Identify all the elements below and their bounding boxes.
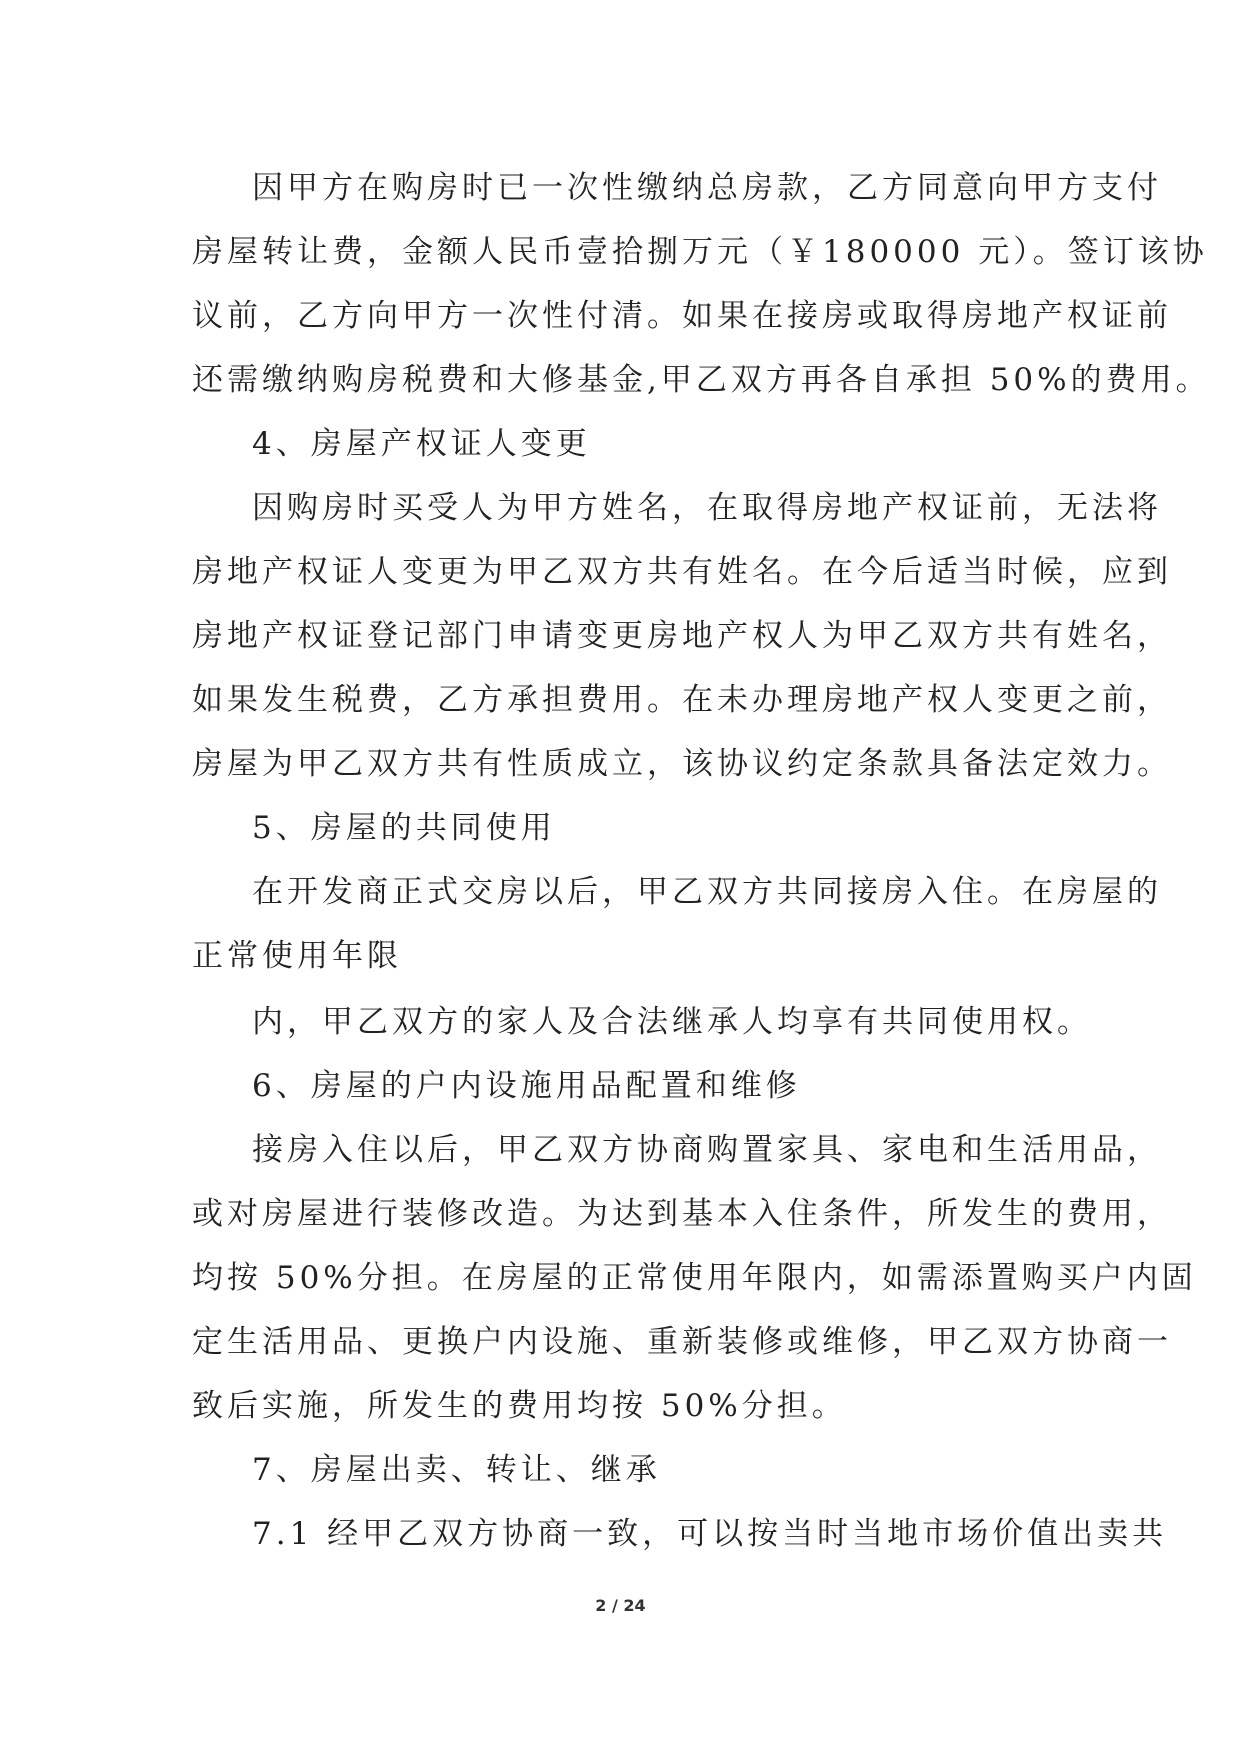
text-line: 均按 50%分担。在房屋的正常使用年限内，如需添置购买户内固 — [192, 1260, 1197, 1296]
text-line: 房地产权证登记部门申请变更房地产权人为甲乙双方共有姓名， — [192, 618, 1172, 654]
text-line: 定生活用品、更换户内设施、重新装修或维修，甲乙双方协商一 — [192, 1324, 1172, 1360]
text-line: 因购房时买受人为甲方姓名，在取得房地产权证前，无法将 — [252, 490, 1162, 526]
text-line: 在开发商正式交房以后，甲乙双方共同接房入住。在房屋的 — [252, 874, 1162, 910]
text-line: 内，甲乙双方的家人及合法继承人均享有共同使用权。 — [252, 1004, 1092, 1040]
text-line: 致后实施，所发生的费用均按 50%分担。 — [192, 1388, 847, 1424]
text-line: 7.1 经甲乙双方协商一致，可以按当时当地市场价值出卖共 — [252, 1516, 1168, 1552]
section-heading: 5、房屋的共同使用 — [252, 810, 556, 846]
text-line: 因甲方在购房时已一次性缴纳总房款，乙方同意向甲方支付 — [252, 170, 1162, 206]
text-line: 正常使用年限 — [192, 938, 402, 974]
text-line: 房地产权证人变更为甲乙双方共有姓名。在今后适当时候，应到 — [192, 554, 1172, 590]
text-line: 接房入住以后，甲乙双方协商购置家具、家电和生活用品， — [252, 1132, 1162, 1168]
section-heading: 6、房屋的户内设施用品配置和维修 — [252, 1068, 801, 1104]
section-heading: 4、房屋产权证人变更 — [252, 426, 591, 462]
text-line: 如果发生税费，乙方承担费用。在未办理房地产权人变更之前， — [192, 682, 1172, 718]
text-line: 议前，乙方向甲方一次性付清。如果在接房或取得房地产权证前 — [192, 298, 1172, 334]
text-line: 房屋为甲乙双方共有性质成立，该协议约定条款具备法定效力。 — [192, 746, 1172, 782]
page-number: 2 / 24 — [595, 1596, 646, 1615]
text-line: 还需缴纳购房税费和大修基金,甲乙双方再各自承担 50%的费用。 — [192, 362, 1211, 398]
section-heading: 7、房屋出卖、转让、继承 — [252, 1452, 661, 1488]
text-line: 或对房屋进行装修改造。为达到基本入住条件，所发生的费用， — [192, 1196, 1172, 1232]
text-line: 房屋转让费，金额人民币壹拾捌万元（￥180000 元）。签订该协 — [192, 234, 1208, 270]
